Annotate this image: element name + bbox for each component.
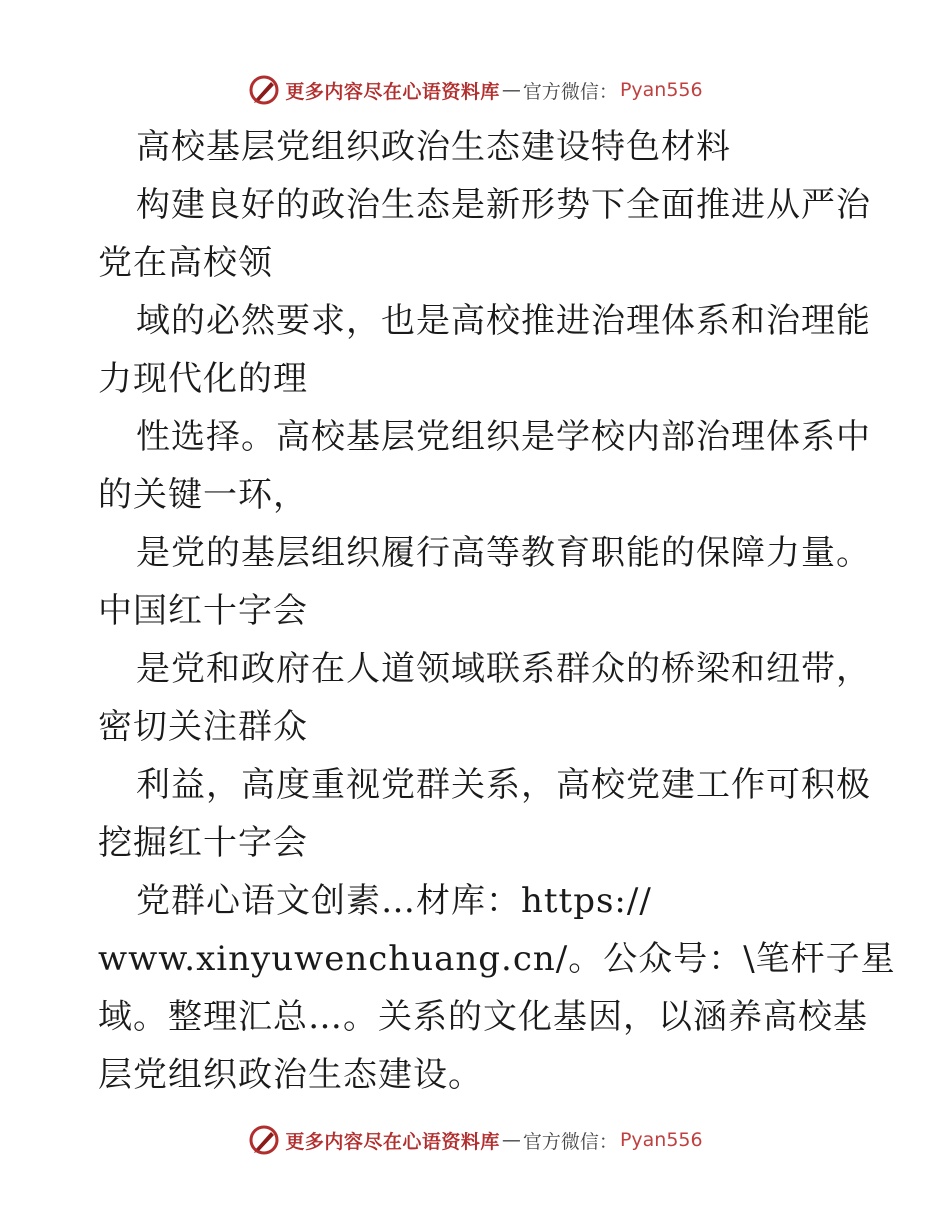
paragraph-line: 性选择。高校基层党组织是学校内部治理体系中	[136, 417, 871, 457]
header-banner	[0, 70, 950, 110]
document-title: 高校基层党组织政治生态建设特色材料	[136, 127, 731, 167]
banner-separator: —	[501, 1129, 521, 1151]
paragraph-line: 挖掘红十字会	[98, 823, 308, 863]
banner-brand: 更多内容尽在心语资料库	[285, 80, 500, 103]
paragraph-line: 域。整理汇总…。关系的文化基因，以涵养高校基	[98, 997, 868, 1037]
paragraph-line: 层党组织政治生态建设。	[98, 1055, 483, 1095]
pen-logo-icon	[247, 1123, 281, 1157]
paragraph-line: 中国红十字会	[98, 591, 308, 631]
paragraph-line: 的关键一环，	[98, 475, 308, 515]
pen-logo-icon	[247, 73, 281, 107]
banner-wechat-id: Pyan556	[619, 1129, 703, 1151]
paragraph-line: 域的必然要求，也是高校推进治理体系和治理能	[136, 301, 871, 341]
paragraph-line: 密切关注群众	[98, 707, 308, 747]
paragraph-line: 党在高校领	[98, 243, 273, 283]
paragraph-line: 是党和政府在人道领域联系群众的桥梁和纽带，	[136, 649, 871, 689]
banner-official-label: 官方微信：	[522, 1130, 618, 1153]
banner-official-label: 官方微信：	[522, 80, 618, 103]
banner-brand: 更多内容尽在心语资料库	[285, 1130, 500, 1153]
paragraph-line: 党群心语文创素…材库：https://	[136, 881, 652, 921]
paragraph-line: 是党的基层组织履行高等教育职能的保障力量。	[136, 533, 871, 573]
banner-wechat-id: Pyan556	[619, 79, 703, 101]
footer-banner	[0, 1120, 950, 1160]
paragraph-line: 利益，高度重视党群关系，高校党建工作可积极	[136, 765, 871, 805]
banner-separator: —	[501, 79, 521, 101]
document-body	[98, 118, 896, 1104]
paragraph-line: 力现代化的理	[98, 359, 308, 399]
paragraph-line: www.xinyuwenchuang.cn/。公众号：\笔杆子星	[98, 939, 896, 979]
paragraph-line: 构建良好的政治生态是新形势下全面推进从严治	[136, 185, 871, 225]
